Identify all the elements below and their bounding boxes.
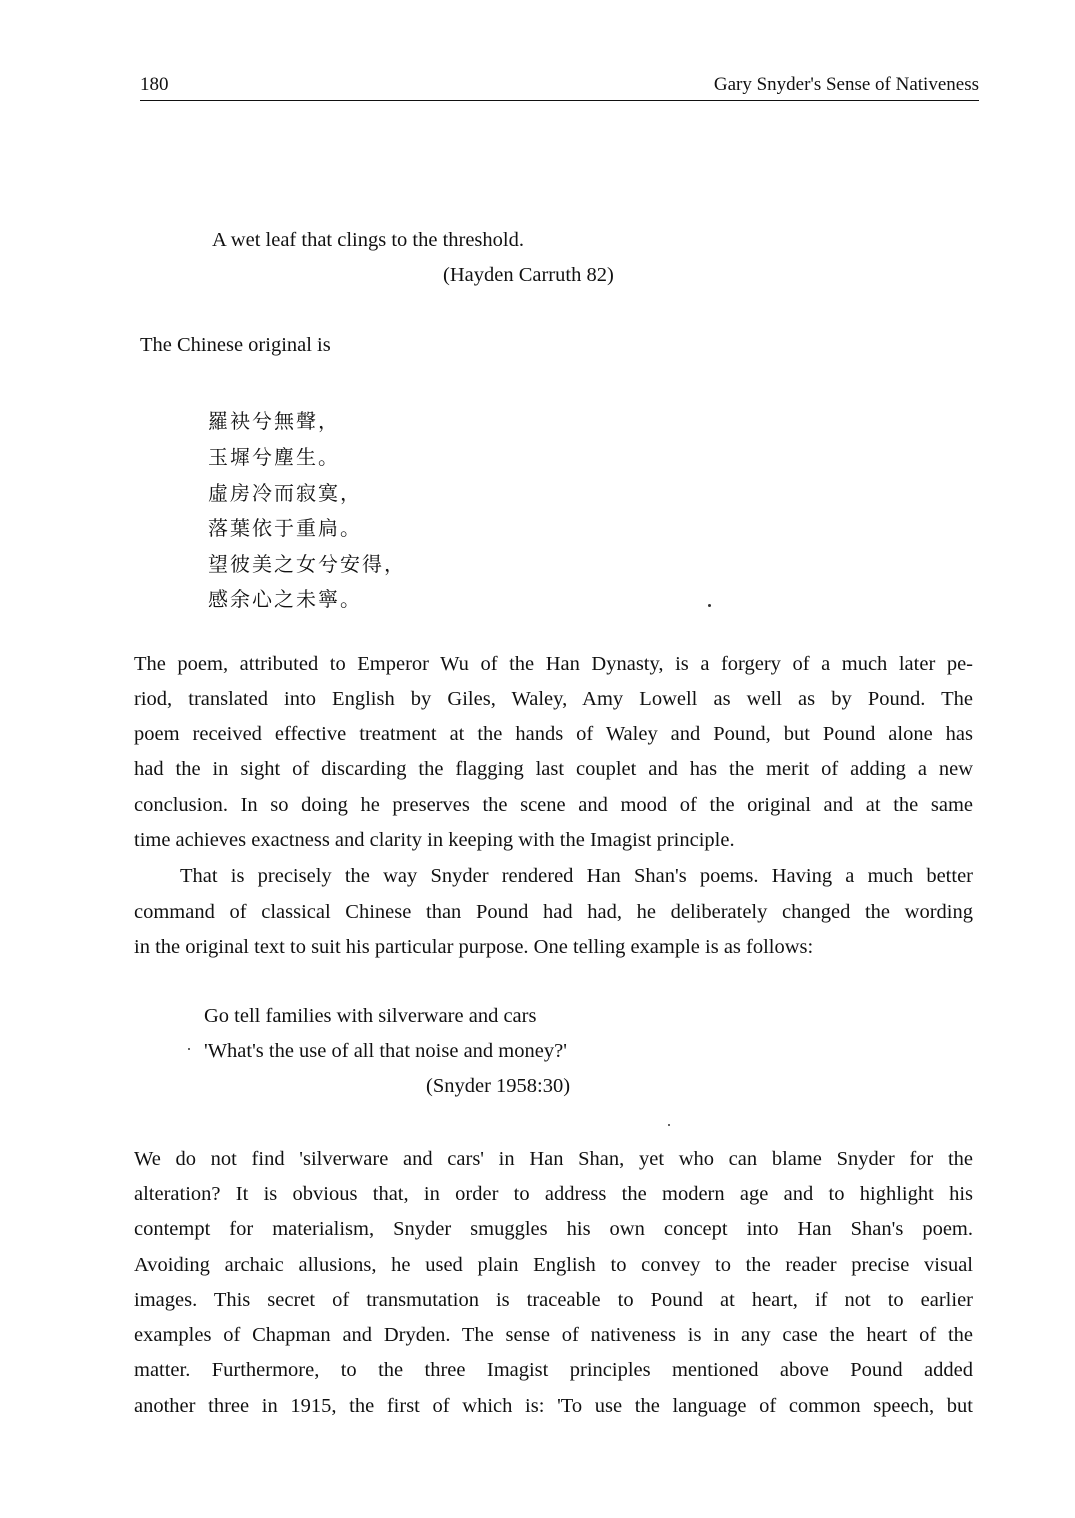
paragraph-line: Avoiding archaic allusions, he used plain English to convey to the reader precise visual xyxy=(134,1254,973,1276)
scan-speck xyxy=(188,1048,190,1050)
chinese-poem-line: 感余心之未寧。 xyxy=(208,587,362,611)
chinese-poem-line: 虛房冷而寂寞， xyxy=(208,481,362,505)
paragraph-line: another three in 1915, the first of which is: 'To use the language of common speech, but xyxy=(134,1395,973,1417)
block-quote-line: Go tell families with silverware and cars xyxy=(204,1005,537,1027)
paragraph-line: poem received effective treatment at the hands of Waley and Pound, but Pound alone has xyxy=(134,723,973,745)
paragraph-line: in the original text to suit his particular purpose. One telling example is as follows: xyxy=(134,936,814,958)
page-number: 180 xyxy=(140,74,169,95)
chinese-poem-line: 羅袂兮無聲， xyxy=(208,409,340,433)
scan-speck xyxy=(668,1124,670,1126)
block-quote-line: A wet leaf that clings to the threshold. xyxy=(212,229,524,251)
chinese-poem-line: 望彼美之女兮安得， xyxy=(208,552,406,576)
paragraph-line: had the in sight of discarding the flagging last couplet and has the merit of adding a new xyxy=(134,758,973,780)
page-header xyxy=(140,72,979,101)
block-quote-line: 'What's the use of all that noise and money?' xyxy=(204,1040,567,1062)
paragraph-line: matter. Furthermore, to the three Imagist principles mentioned above Pound added xyxy=(134,1359,973,1381)
paragraph-line: That is precisely the way Snyder rendered Han Shan's poems. Having a much better xyxy=(180,865,973,887)
quote-citation: (Snyder 1958:30) xyxy=(426,1075,571,1097)
paragraph-line: command of classical Chinese than Pound had had, he deliberately changed the wording xyxy=(134,901,973,923)
chinese-poem-line: 落葉依于重扃。 xyxy=(208,516,362,540)
paragraph-line: conclusion. In so doing he preserves the scene and mood of the original and at the same xyxy=(134,794,973,816)
paragraph-line: examples of Chapman and Dryden. The sense of nativeness is in any case the heart of the xyxy=(134,1324,973,1346)
paragraph-line: images. This secret of transmutation is traceable to Pound at heart, if not to earlier xyxy=(134,1289,973,1311)
paragraph-line: contempt for materialism, Snyder smuggles his own concept into Han Shan's poem. xyxy=(134,1218,973,1240)
running-title: Gary Snyder's Sense of Nativeness xyxy=(713,74,979,95)
paragraph-line: We do not find 'silverware and cars' in Han Shan, yet who can blame Snyder for the xyxy=(134,1148,973,1170)
paragraph-line: The poem, attributed to Emperor Wu of the Han Dynasty, is a forgery of a much later pe- xyxy=(134,653,973,675)
scan-speck xyxy=(708,604,711,607)
paragraph-line: time achieves exactness and clarity in keeping with the Imagist principle. xyxy=(134,829,735,851)
intro-text: The Chinese original is xyxy=(140,334,331,356)
paragraph-line: alteration? It is obvious that, in order to address the modern age and to highlight his xyxy=(134,1183,973,1205)
paragraph-line: riod, translated into English by Giles, Waley, Amy Lowell as well as by Pound. The xyxy=(134,688,973,710)
chinese-poem-line: 玉墀兮塵生。 xyxy=(208,445,340,469)
quote-citation: (Hayden Carruth 82) xyxy=(443,264,614,286)
